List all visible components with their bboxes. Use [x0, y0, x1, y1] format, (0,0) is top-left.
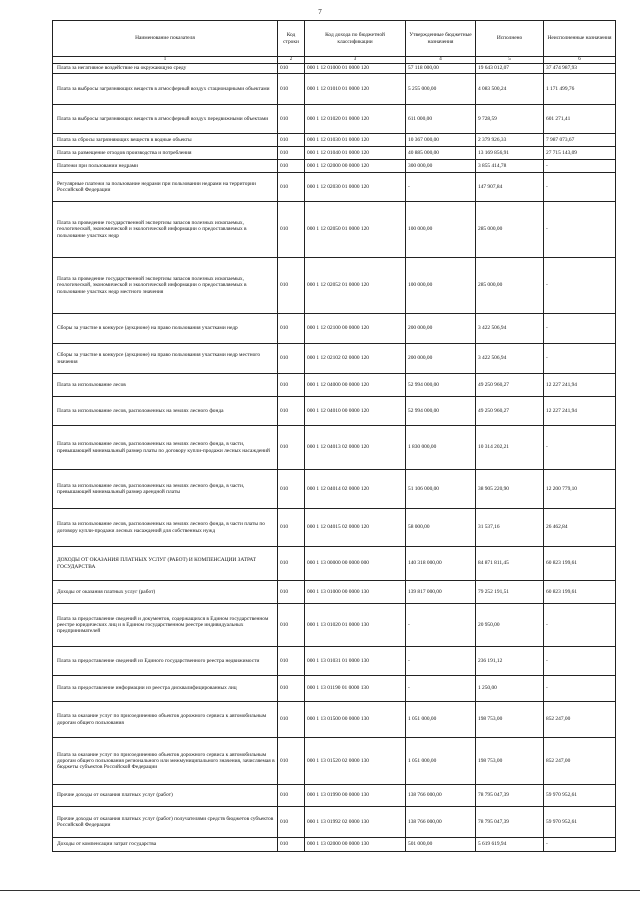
- table-row: [53, 647, 616, 676]
- row-income-code: 000 1 12 02102 02 0000 120: [305, 344, 406, 374]
- row-line-code: 010: [278, 838, 305, 852]
- row-executed: 84 871 811,45: [476, 547, 544, 581]
- row-unexecuted: 852 247,00: [544, 738, 616, 785]
- row-name: Плата за предоставление сведений и документов, содержащихся в Едином государственном реестре юридических лиц и в Едином государственном реестре индивидуальных предпринимателей: [53, 604, 278, 647]
- row-name: Плата за размещение отходов производства и потребления: [53, 147, 278, 160]
- column-number-row: [53, 57, 616, 64]
- row-approved: -: [406, 173, 476, 202]
- table-row: [53, 344, 616, 374]
- row-name: Сборы за участие в конкурсе (аукционе) на право пользования участками недр местного значения: [53, 344, 278, 374]
- row-name: Плата за использование лесов, расположенных на землях лесного фонда, в части, превышающей минимальный размер арендной платы: [53, 470, 278, 509]
- row-unexecuted: -: [544, 838, 616, 852]
- row-executed: 13 169 856,91: [476, 147, 544, 160]
- row-approved: 40 885 000,00: [406, 147, 476, 160]
- table-row: [53, 134, 616, 147]
- header-line-code: Код строки: [278, 21, 305, 57]
- row-income-code: 000 1 13 01520 02 0000 130: [305, 738, 406, 785]
- row-income-code: 000 1 12 04015 02 0000 120: [305, 509, 406, 547]
- row-executed: 4 083 500,24: [476, 74, 544, 105]
- row-name: Доходы от компенсации затрат государства: [53, 838, 278, 852]
- table-header-row: [53, 21, 616, 57]
- row-unexecuted: 27 715 143,09: [544, 147, 616, 160]
- table-row: [53, 807, 616, 838]
- footer-rule: [0, 890, 640, 891]
- table-row: [53, 604, 616, 647]
- column-number: 3: [305, 57, 406, 64]
- row-line-code: 010: [278, 147, 305, 160]
- row-line-code: 010: [278, 676, 305, 702]
- row-unexecuted: 12 200 779,10: [544, 470, 616, 509]
- row-income-code: 000 1 13 01190 01 0000 130: [305, 676, 406, 702]
- row-approved: 52 994 000,00: [406, 397, 476, 426]
- row-line-code: 010: [278, 785, 305, 807]
- row-name: Регулярные платежи за пользование недрами при пользовании недрами на территории Российской Федерации: [53, 173, 278, 202]
- table-row: [53, 426, 616, 470]
- table-row: [53, 509, 616, 547]
- row-approved: 138 766 000,00: [406, 807, 476, 838]
- row-executed: 49 250 960,27: [476, 374, 544, 397]
- row-name: Плата за предоставление информации из реестра дисквалифицированных лиц: [53, 676, 278, 702]
- row-approved: 138 766 000,00: [406, 785, 476, 807]
- row-line-code: 010: [278, 509, 305, 547]
- row-line-code: 010: [278, 202, 305, 258]
- table-row: [53, 397, 616, 426]
- row-executed: 2 379 926,33: [476, 134, 544, 147]
- revenue-table: [52, 20, 616, 852]
- table-row: [53, 374, 616, 397]
- row-unexecuted: 59 970 952,61: [544, 785, 616, 807]
- row-name: Плата за выбросы загрязняющих веществ в атмосферный воздух передвижными объектами: [53, 105, 278, 134]
- row-income-code: 000 1 12 01010 01 0000 120: [305, 74, 406, 105]
- table-row: [53, 547, 616, 581]
- row-name: Плата за оказание услуг по присоединению объектов дорожного сервиса к автомобильным дорогам общего пользования: [53, 702, 278, 738]
- row-approved: -: [406, 604, 476, 647]
- row-approved: 611 000,00: [406, 105, 476, 134]
- row-unexecuted: 852 247,00: [544, 702, 616, 738]
- row-line-code: 010: [278, 470, 305, 509]
- row-line-code: 010: [278, 344, 305, 374]
- row-name: Сборы за участие в конкурсе (аукционе) на право пользования участками недр: [53, 314, 278, 344]
- row-approved: 58 000,00: [406, 509, 476, 547]
- row-line-code: 010: [278, 64, 305, 74]
- row-income-code: 000 1 12 01030 01 0000 120: [305, 134, 406, 147]
- row-approved: -: [406, 647, 476, 676]
- row-approved: 300 000,00: [406, 160, 476, 173]
- table-row: [53, 676, 616, 702]
- row-line-code: 010: [278, 160, 305, 173]
- row-executed: 3 422 506,94: [476, 344, 544, 374]
- row-line-code: 010: [278, 105, 305, 134]
- row-name: Плата за выбросы загрязняющих веществ в атмосферный воздух стационарными объектами: [53, 74, 278, 105]
- column-number: 5: [476, 57, 544, 64]
- row-unexecuted: -: [544, 676, 616, 702]
- header-name: Наименование показателя: [53, 21, 278, 57]
- table-row: [53, 74, 616, 105]
- row-unexecuted: -: [544, 258, 616, 314]
- row-income-code: 000 1 12 04000 00 0000 120: [305, 374, 406, 397]
- row-income-code: 000 1 12 02030 01 0000 120: [305, 173, 406, 202]
- table-row: [53, 160, 616, 173]
- row-name: Плата за негативное воздействие на окружающую среду: [53, 64, 278, 74]
- row-name: Плата за использование лесов, расположенных на землях лесного фонда, в части платы по договору купли-продажи лесных насаждений для собственных нужд: [53, 509, 278, 547]
- column-number: 1: [53, 57, 278, 64]
- row-line-code: 010: [278, 604, 305, 647]
- row-unexecuted: 59 970 952,61: [544, 807, 616, 838]
- row-unexecuted: 601 271,41: [544, 105, 616, 134]
- row-line-code: 010: [278, 547, 305, 581]
- table-row: [53, 738, 616, 785]
- row-name: Плата за использование лесов: [53, 374, 278, 397]
- row-executed: 78 795 047,39: [476, 785, 544, 807]
- row-unexecuted: 7 987 073,67: [544, 134, 616, 147]
- page-number: 7: [318, 8, 322, 16]
- row-name: Плата за проведение государственной экспертизы запасов полезных ископаемых, геологической, экономической и экологической информации о предоставляемых в пользование участках недр: [53, 202, 278, 258]
- row-line-code: 010: [278, 258, 305, 314]
- row-unexecuted: -: [544, 160, 616, 173]
- row-income-code: 000 1 12 01040 01 0000 120: [305, 147, 406, 160]
- row-unexecuted: -: [544, 202, 616, 258]
- row-unexecuted: -: [544, 173, 616, 202]
- row-executed: 49 250 960,27: [476, 397, 544, 426]
- row-executed: 198 753,00: [476, 702, 544, 738]
- row-unexecuted: 26 462,84: [544, 509, 616, 547]
- row-name: Плата за предоставление сведений из Единого государственного реестра недвижимости: [53, 647, 278, 676]
- row-approved: 52 994 000,00: [406, 374, 476, 397]
- row-approved: 100 000,00: [406, 202, 476, 258]
- row-line-code: 010: [278, 581, 305, 604]
- row-approved: 200 000,00: [406, 314, 476, 344]
- row-approved: 1 051 000,00: [406, 738, 476, 785]
- row-approved: 57 118 000,00: [406, 64, 476, 74]
- row-line-code: 010: [278, 738, 305, 785]
- row-approved: 10 367 000,00: [406, 134, 476, 147]
- row-unexecuted: 1 171 499,76: [544, 74, 616, 105]
- row-income-code: 000 1 12 02000 00 0000 120: [305, 160, 406, 173]
- table-row: [53, 147, 616, 160]
- row-executed: 5 619 619,94: [476, 838, 544, 852]
- row-approved: 51 106 000,00: [406, 470, 476, 509]
- row-income-code: 000 1 13 00000 00 0000 000: [305, 547, 406, 581]
- table-row: [53, 64, 616, 74]
- row-unexecuted: -: [544, 647, 616, 676]
- row-approved: 200 000,00: [406, 344, 476, 374]
- row-name: Плата за сбросы загрязняющих веществ в водные объекты: [53, 134, 278, 147]
- row-name: Платежи при пользовании недрами: [53, 160, 278, 173]
- table-row: [53, 785, 616, 807]
- table-row: [53, 838, 616, 852]
- row-income-code: 000 1 12 01000 01 0000 120: [305, 64, 406, 74]
- row-unexecuted: 12 227 241,94: [544, 374, 616, 397]
- row-approved: 1 830 000,00: [406, 426, 476, 470]
- row-income-code: 000 1 12 01020 01 0000 120: [305, 105, 406, 134]
- row-income-code: 000 1 13 01000 00 0000 130: [305, 581, 406, 604]
- row-unexecuted: 60 823 199,61: [544, 581, 616, 604]
- row-executed: 78 795 047,39: [476, 807, 544, 838]
- row-name: Плата за проведение государственной экспертизы запасов полезных ископаемых, геологической, экономической и экологической информации о предоставляемых в пользование участках недр местного значения: [53, 258, 278, 314]
- row-name: Прочие доходы от оказания платных услуг (работ) получателями средств бюджетов субъектов Российской Федерации: [53, 807, 278, 838]
- row-line-code: 010: [278, 134, 305, 147]
- row-name: Плата за использование лесов, расположенных на землях лесного фонда: [53, 397, 278, 426]
- row-approved: 501 000,00: [406, 838, 476, 852]
- row-executed: 1 250,00: [476, 676, 544, 702]
- row-executed: 147 907,84: [476, 173, 544, 202]
- row-approved: 100 000,00: [406, 258, 476, 314]
- row-executed: 20 950,00: [476, 604, 544, 647]
- row-income-code: 000 1 13 01500 00 0000 130: [305, 702, 406, 738]
- row-income-code: 000 1 13 01992 02 0000 130: [305, 807, 406, 838]
- row-income-code: 000 1 12 02052 01 0000 120: [305, 258, 406, 314]
- row-income-code: 000 1 13 02000 00 0000 130: [305, 838, 406, 852]
- table-row: [53, 314, 616, 344]
- row-line-code: 010: [278, 647, 305, 676]
- row-executed: 38 905 220,90: [476, 470, 544, 509]
- table-row: [53, 258, 616, 314]
- table-row: [53, 702, 616, 738]
- table-row: [53, 202, 616, 258]
- row-line-code: 010: [278, 426, 305, 470]
- row-approved: 139 817 000,00: [406, 581, 476, 604]
- row-line-code: 010: [278, 173, 305, 202]
- row-income-code: 000 1 12 02100 00 0000 120: [305, 314, 406, 344]
- table-body: [53, 64, 616, 852]
- column-number: 2: [278, 57, 305, 64]
- row-name: Доходы от оказания платных услуг (работ): [53, 581, 278, 604]
- row-unexecuted: 37 474 987,93: [544, 64, 616, 74]
- row-income-code: 000 1 12 04014 02 0000 120: [305, 470, 406, 509]
- table-row: [53, 105, 616, 134]
- row-unexecuted: -: [544, 344, 616, 374]
- table-row: [53, 581, 616, 604]
- row-income-code: 000 1 12 04013 02 0000 120: [305, 426, 406, 470]
- row-name: Плата за использование лесов, расположенных на землях лесного фонда, в части, превышающей минимальный размер платы по договору купли-продажи лесных насаждений: [53, 426, 278, 470]
- row-executed: 19 643 012,07: [476, 64, 544, 74]
- row-executed: 285 000,00: [476, 202, 544, 258]
- row-line-code: 010: [278, 374, 305, 397]
- row-approved: 140 318 000,00: [406, 547, 476, 581]
- row-unexecuted: -: [544, 314, 616, 344]
- row-unexecuted: 12 227 241,94: [544, 397, 616, 426]
- row-line-code: 010: [278, 702, 305, 738]
- row-executed: 285 000,00: [476, 258, 544, 314]
- row-executed: 9 728,59: [476, 105, 544, 134]
- row-unexecuted: -: [544, 604, 616, 647]
- row-approved: 5 255 000,00: [406, 74, 476, 105]
- row-line-code: 010: [278, 397, 305, 426]
- row-approved: -: [406, 676, 476, 702]
- row-name: Плата за оказание услуг по присоединению объектов дорожного сервиса к автомобильным дорогам общего пользования регионального или межмуниципального значения, зачисляемая в бюджеты субъектов Российской Федерации: [53, 738, 278, 785]
- row-name: ДОХОДЫ ОТ ОКАЗАНИЯ ПЛАТНЫХ УСЛУГ (РАБОТ) И КОМПЕНСАЦИИ ЗАТРАТ ГОСУДАРСТВА: [53, 547, 278, 581]
- row-income-code: 000 1 13 01990 00 0000 130: [305, 785, 406, 807]
- row-line-code: 010: [278, 74, 305, 105]
- row-income-code: 000 1 13 01020 01 0000 130: [305, 604, 406, 647]
- row-line-code: 010: [278, 807, 305, 838]
- row-income-code: 000 1 13 01031 01 0000 130: [305, 647, 406, 676]
- header-executed: Исполнено: [476, 21, 544, 57]
- header-approved: Утвержденные бюджетные назначения: [406, 21, 476, 57]
- row-executed: 10 314 202,21: [476, 426, 544, 470]
- row-executed: 3 422 506,94: [476, 314, 544, 344]
- row-name: Прочие доходы от оказания платных услуг (работ): [53, 785, 278, 807]
- row-executed: 236 191,12: [476, 647, 544, 676]
- row-executed: 198 753,00: [476, 738, 544, 785]
- table-row: [53, 470, 616, 509]
- row-approved: 1 051 000,00: [406, 702, 476, 738]
- column-number: 6: [544, 57, 616, 64]
- row-executed: 79 252 191,51: [476, 581, 544, 604]
- row-unexecuted: -: [544, 426, 616, 470]
- header-unexecuted: Неисполненные назначения: [544, 21, 616, 57]
- row-executed: 31 537,16: [476, 509, 544, 547]
- header-income-code: Код дохода по бюджетной классификации: [305, 21, 406, 57]
- column-number: 4: [406, 57, 476, 64]
- row-executed: 3 855 414,78: [476, 160, 544, 173]
- row-unexecuted: 60 823 199,61: [544, 547, 616, 581]
- row-income-code: 000 1 12 02050 01 0000 120: [305, 202, 406, 258]
- row-line-code: 010: [278, 314, 305, 344]
- table-row: [53, 173, 616, 202]
- row-income-code: 000 1 12 04010 00 0000 120: [305, 397, 406, 426]
